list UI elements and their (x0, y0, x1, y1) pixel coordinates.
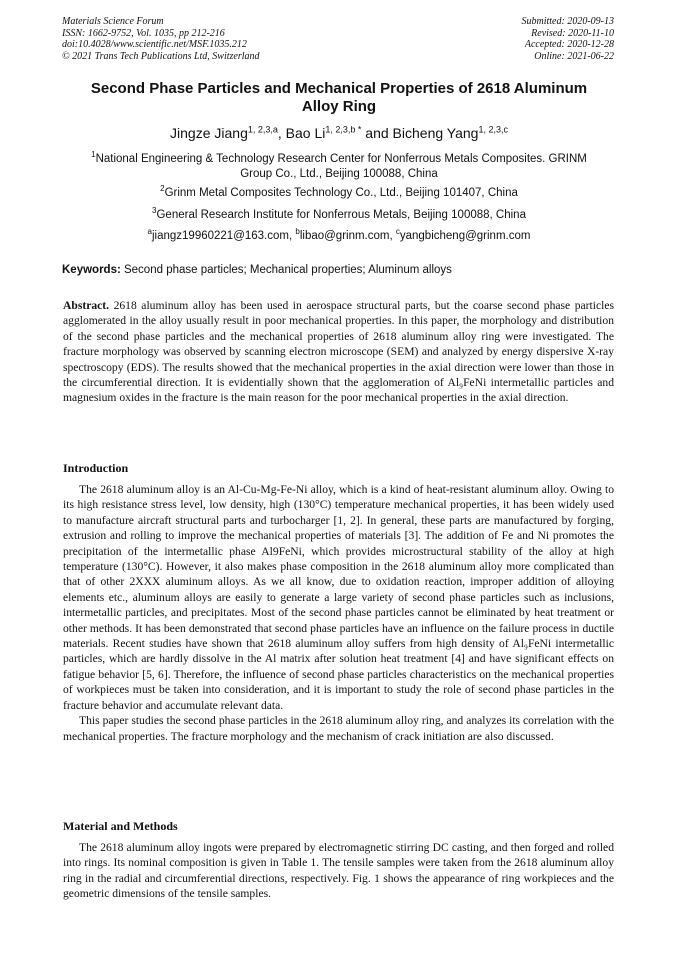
author-3-affil: 1, 2,3,c (478, 124, 508, 135)
header-journal-info (62, 16, 260, 62)
affiliation-2-text: Grinm Metal Composites Technology Co., Ltd., Beijing 101407, China (164, 187, 518, 199)
online-date: Online: 2021-06-22 (534, 50, 614, 62)
affiliation-3-marker: 3 (152, 206, 157, 216)
author-list (60, 124, 618, 142)
abstract (63, 298, 614, 406)
introduction-paragraph-1: The 2618 aluminum alloy is an Al-Cu-Mg-Fe-Ni alloy, which is a kind of heat-resistant aluminum alloy. Owing to its high resistance stress level, low density, high (130°C) temperature mechanical properties, it has been widely used to manufacture aircraft structural parts and turbocharger [1, 2]. In general, these parts are manufactured by forging, extrusion and rolling to improve the mechanical properties of materials [3]. The addition of Fe and Ni promotes the precipitation of the intermetallic phase Al9FeNi, which provides microstructural stability of the alloy at high temperature (130°C). However, it also makes phase composition in the 2618 aluminum alloy more complicated than that of other 2XXX aluminum alloys. As we all know, due to oxidation reaction, improper addition of alloying elements etc., aluminum alloys are easily to generate a large variety of second phase particles such as inclusions, intermetallic particles, and precipitates. Most of the second phase particles cannot be eliminated by heat treatment or other methods. It has been demonstrated that second phase particles have an influence on the failure process in ductile materials. Recent studies have shown that 2618 aluminum alloy suffers from high density of Al₉FeNi intermetallic particles, which are hardly dissolve in the Al matrix after solution heat treatment [4] and have significant effects on fatigue behavior [5, 6]. Therefore, the influence of second phase particles characteristics on the mechanical properties of workpieces must be taken into consideration, and it is important to study the role of second phase particles in the fracture behavior and accumulate relevant data. (63, 483, 614, 712)
email-c-marker: c (395, 227, 400, 237)
author-2-name: Bao Li (285, 125, 326, 141)
email-a-marker: a (147, 227, 152, 237)
title-line-2: Alloy Ring (301, 98, 377, 115)
paper-title (60, 80, 618, 116)
methods-paragraph-1: The 2618 aluminum alloy ingots were prepared by electromagnetic stirring DC casting, and then forged and rolled into rings. Its nominal composition is given in Table 1. The tensile samples were taken from the 2618 aluminum alloy ring in the radial and circumferential directions, respectively. Fig. 1 shows the appearance of ring workpieces and the geometric dimensions of the tensile samples. (63, 841, 614, 901)
affiliation-1-marker: 1 (91, 150, 96, 160)
introduction-heading: Introduction (63, 461, 129, 475)
affiliation-3-text: General Research Institute for Nonferrous Metals, Beijing 100088, China (156, 209, 526, 221)
doi-line: doi:10.4028/www.scientific.net/MSF.1035.212 (62, 39, 247, 50)
methods-body (63, 840, 614, 902)
email-b-marker: b (295, 227, 300, 237)
introduction-paragraph-2: This paper studies the second phase particles in the 2618 aluminum alloy ring, and analyzes its correlation with the mechanical properties. The fracture morphology and the mechanism of crack initiation are also discussed. (63, 714, 614, 743)
abstract-label: Abstract. (63, 299, 110, 312)
revised-date: Revised: 2020-11-10 (531, 27, 614, 39)
issn-line: ISSN: 1662-9752, Vol. 1035, pp 212-216 (62, 27, 225, 39)
accepted-date: Accepted: 2020-12-28 (524, 39, 614, 50)
affiliation-2 (60, 186, 618, 201)
affiliation-1-line-2: Group Co., Ltd., Beijing 100088, China (240, 167, 438, 180)
title-line-1: Second Phase Particles and Mechanical Properties of 2618 Aluminum (90, 80, 588, 97)
author-separator-2: and (361, 125, 393, 141)
abstract-text: 2618 aluminum alloy has been used in aerospace structural parts, but the coarse second phase particles agglomerated in the alloy usually result in poor mechanical properties. In this paper, the morphology and distribution of the second phase particles and the mechanical properties of 2618 aluminum alloy ring were investigated. The fracture morphology was observed by scanning electron microscope (SEM) and analyzed by energy dispersive X-ray spectroscopy (EDS). The results showed that the mechanical properties in the axial direction were lower than those in the circumferential direction. It is evidentially shown that the agglomeration of Al₉FeNi intermetallic particles and magnesium oxides in the fracture is the main reason for the poor mechanical properties in the axial direction. (63, 299, 614, 405)
journal-name: Materials Science Forum (62, 16, 164, 27)
keywords-text: Second phase particles; Mechanical properties; Aluminum alloys (120, 264, 452, 276)
affiliation-1 (60, 152, 618, 181)
author-separator-1: , (277, 125, 286, 141)
affiliation-2-marker: 2 (160, 184, 165, 194)
author-1-name: Jingze Jiang (170, 125, 248, 141)
affiliation-3 (60, 208, 618, 223)
author-3-name: Bicheng Yang (392, 125, 479, 141)
methods-heading: Material and Methods (63, 819, 178, 833)
submitted-date: Submitted: 2020-09-13 (521, 16, 614, 27)
keywords (62, 263, 620, 277)
copyright-line: © 2021 Trans Tech Publications Ltd, Switzerland (62, 50, 260, 62)
author-1-affil: 1, 2,3,a (247, 124, 278, 135)
affiliation-1-line-1: National Engineering & Technology Research Center for Nonferrous Metals Composites. GRINM (95, 153, 587, 165)
author-2-affil: 1, 2,3,b * (325, 124, 362, 135)
email-b: libao@grinm.com, (299, 230, 396, 242)
header-dates (522, 16, 615, 62)
email-c: yangbicheng@grinm.com (399, 230, 531, 242)
keywords-label: Keywords: (62, 264, 121, 276)
email-line (60, 229, 618, 244)
introduction-body (63, 482, 614, 744)
email-a: jiangz19960221@163.com, (151, 230, 296, 242)
